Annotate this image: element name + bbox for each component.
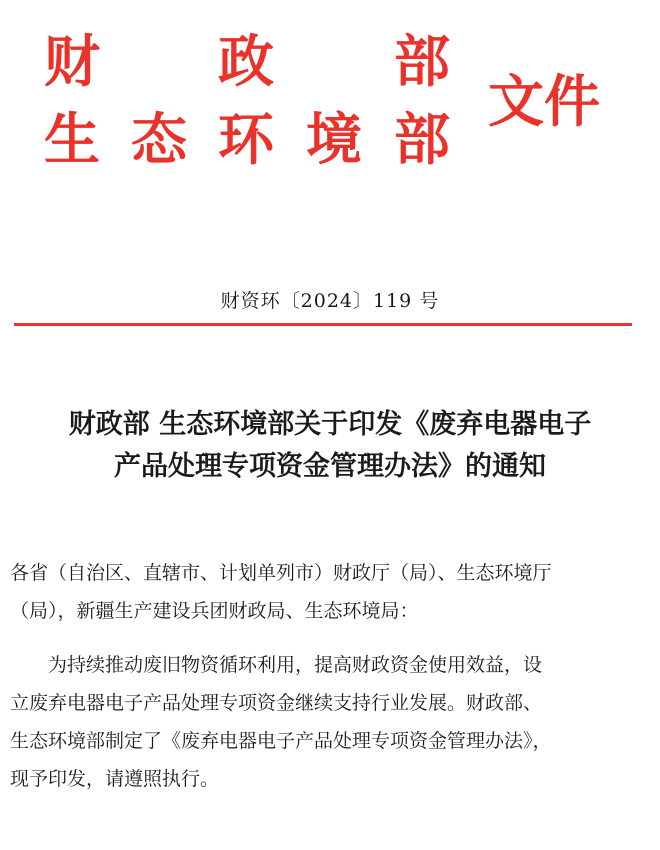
org1-char-3: 部 (394, 29, 450, 95)
document-title (0, 404, 660, 488)
body-line-4: 现予印发，请遵照执行。 (10, 768, 220, 790)
addressee-line-2: （局），新疆生产建设兵团财政局、生态环境局： (10, 600, 419, 622)
red-divider-line (14, 323, 632, 326)
body-line-3: 生态环境部制定了《废弃电器电子产品处理专项资金管理办法》， (10, 730, 552, 752)
org1-char-2: 政 (218, 29, 274, 95)
body-line-1: 为持续推动废旧物资循环利用，提高财政资金使用效益，设 (10, 654, 543, 676)
org2-char-3: 环 (218, 107, 274, 173)
org2-char-1: 生 (44, 107, 100, 173)
org1-char-1: 财 (44, 29, 100, 95)
org2-char-5: 部 (394, 107, 450, 173)
body-line-2: 立废弃电器电子产品处理专项资金继续支持行业发展。财政部、 (10, 692, 543, 714)
addressee-block (10, 554, 640, 630)
org2-char-2: 态 (131, 107, 187, 173)
issuing-org-ministry-of-ecology (0, 107, 470, 173)
issuing-org-ministry-of-finance (0, 29, 470, 95)
document-type-label: 文件 (488, 69, 600, 135)
document-number: 财资环〔2024〕119 号 (220, 290, 440, 312)
title-line-1: 财政部 生态环境部关于印发《废弃电器电子 (68, 409, 592, 440)
org2-char-4: 境 (306, 107, 362, 173)
body-paragraph (10, 646, 640, 798)
addressee-line-1: 各省（自治区、直辖市、计划单列市）财政厅（局）、生态环境厅 (10, 562, 552, 584)
title-line-2: 产品处理专项资金管理办法》的通知 (114, 451, 546, 482)
